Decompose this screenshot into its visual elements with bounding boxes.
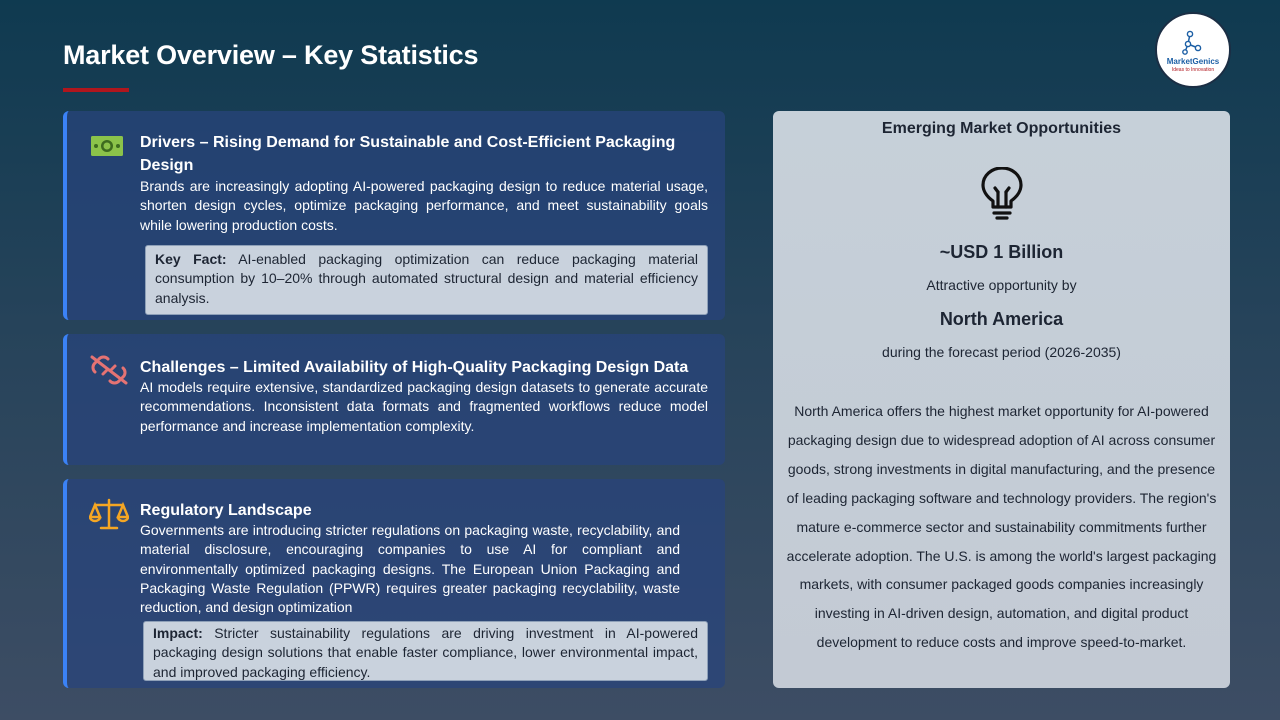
impact-box xyxy=(143,621,708,681)
regulatory-title: Regulatory Landscape xyxy=(140,502,312,519)
key-fact-text: AI-enabled packaging optimization can reduce packaging material consumption by 10–20% through automated structural design and material efficiency analysis. xyxy=(155,251,698,306)
impact-text: Stricter sustainability regulations are driving investment in AI-powered packaging design solutions that enable faster compliance, lower environmental impact, and improved packaging efficiency. xyxy=(153,625,698,680)
opportunity-region: North America xyxy=(939,309,1064,329)
opportunity-panel xyxy=(773,111,1230,688)
logo xyxy=(1155,12,1231,88)
challenges-title: Challenges – Limited Availability of High-Quality Packaging Design Data xyxy=(140,359,689,376)
challenges-body: AI models require extensive, standardized packaging design datasets to generate accurate recommendations. Inconsistent data formats and fragmented workflows reduce model performance and increase implementation complexity. xyxy=(140,379,708,434)
key-fact-label: Key Fact: xyxy=(155,251,227,267)
page-title: Market Overview – Key Statistics xyxy=(63,40,479,70)
opportunity-description: North America offers the highest market opportunity for AI-powered packaging design due to widespread adoption of AI across consumer goods, strong investments in digital manufacturing, and the presence of leading packaging software and technology providers. The region's mature e-commerce sector and sustainability commitments further accelerate adoption. The U.S. is among the world's largest packaging markets, with consumer packaged goods companies increasingly investing in AI-driven design, automation, and digital product development to reduce costs and improve speed-to-market. xyxy=(786,403,1217,651)
broken-link-icon xyxy=(89,354,129,386)
opportunity-period: during the forecast period (2026-2035) xyxy=(882,344,1121,360)
drivers-title: Drivers – Rising Demand for Sustainable and Cost-Efficient Packaging Design xyxy=(140,134,676,174)
impact-label: Impact: xyxy=(153,625,203,641)
network-icon xyxy=(1180,30,1206,56)
title-underline xyxy=(63,88,129,92)
key-fact-box xyxy=(145,245,708,315)
logo-name: MarketGenics xyxy=(1166,56,1220,66)
opportunity-heading: Emerging Market Opportunities xyxy=(881,120,1122,137)
drivers-body: Brands are increasingly adopting AI-powered packaging design to reduce material usage, shorten design cycles, optimize packaging performance, and meet sustainability goals while lowering production costs. xyxy=(140,178,708,233)
drivers-card xyxy=(63,111,725,320)
opportunity-value: ~USD 1 Billion xyxy=(939,242,1064,262)
opportunity-subtitle: Attractive opportunity by xyxy=(926,277,1077,293)
money-icon xyxy=(89,132,125,160)
regulatory-card xyxy=(63,479,725,688)
challenges-card xyxy=(63,334,725,465)
regulatory-body: Governments are introducing stricter regulations on packaging waste, recyclability, and material disclosure, encouraging companies to use AI for compliant and environmentally optimized packaging designs. The European Union Packaging and Packaging Waste Regulation (PPWR) requires greater packaging recyclability, waste reduction, and design optimization xyxy=(140,522,680,616)
lightbulb-icon xyxy=(978,167,1026,221)
logo-tagline: Ideas to Innovation xyxy=(1171,66,1215,73)
scales-icon xyxy=(89,497,129,531)
